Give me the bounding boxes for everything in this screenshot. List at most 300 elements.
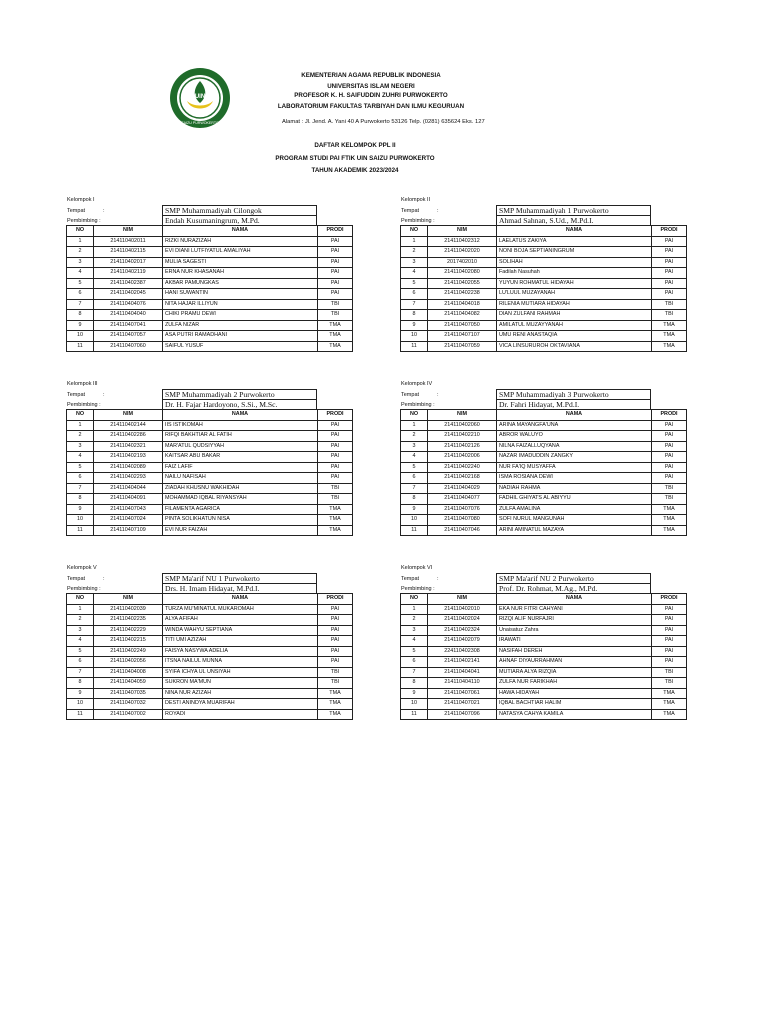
cell-nim: 214110404059	[94, 678, 163, 689]
cell-no: 9	[67, 320, 94, 331]
table-row	[67, 667, 353, 678]
cell-nama: EKA NUR FITRI CAHYANI	[497, 604, 652, 615]
cell-prodi: TMA	[318, 515, 353, 526]
cell-prodi: TBI	[318, 299, 353, 310]
cell-nim: 214110407060	[94, 341, 163, 352]
cell-nama: DESTI ANINDYA MUARIFAH	[163, 699, 318, 710]
cell-nama: UMU RENI ANASTAQIA	[497, 331, 652, 342]
cell-nama: HAWA HIDAYAH	[497, 688, 652, 699]
header-nama: NAMA	[163, 226, 318, 237]
cell-nim: 214110402168	[428, 473, 497, 484]
table-row	[67, 341, 353, 352]
cell-prodi: PAI	[318, 289, 353, 300]
table-row	[67, 625, 353, 636]
cell-prodi: PAI	[652, 257, 687, 268]
cell-no: 1	[401, 420, 428, 431]
supervisor-name: Drs. H. Imam Hidayat, M.Pd.I.	[162, 583, 317, 593]
cell-nim: 214110402055	[428, 278, 497, 289]
cell-no: 5	[67, 278, 94, 289]
table-row	[401, 688, 687, 699]
table-row	[401, 709, 687, 720]
table-row	[67, 473, 353, 484]
members-table	[400, 225, 687, 352]
logo-text: UIN	[194, 94, 206, 100]
cell-nama: WINDA WAHYU SEPTIANA	[163, 625, 318, 636]
cell-nim: 214110407059	[428, 341, 497, 352]
cell-no: 1	[67, 420, 94, 431]
group-location-row	[66, 205, 352, 215]
cell-no: 5	[401, 278, 428, 289]
group-3	[66, 380, 352, 536]
cell-nim: 214110404008	[94, 667, 163, 678]
supervisor-label: Pembimbing :	[401, 586, 435, 592]
table-row	[67, 331, 353, 342]
cell-nim: 214110402144	[94, 420, 163, 431]
cell-prodi: PAI	[318, 615, 353, 626]
cell-no: 11	[401, 341, 428, 352]
cell-nim: 214110402080	[428, 268, 497, 279]
table-row	[67, 320, 353, 331]
group-label: Kelompok IV	[401, 381, 433, 387]
cell-nama: IRAWATI	[497, 636, 652, 647]
table-row	[401, 431, 687, 442]
cell-nim: 214110402235	[94, 615, 163, 626]
cell-no: 3	[67, 625, 94, 636]
table-row	[401, 268, 687, 279]
cell-nim: 214110407024	[94, 515, 163, 526]
cell-nama: DIAN ZULFANI RAHMAH	[497, 310, 652, 321]
cell-prodi: PAI	[318, 420, 353, 431]
cell-prodi: PAI	[652, 625, 687, 636]
cell-no: 9	[67, 688, 94, 699]
table-row	[67, 504, 353, 515]
cell-nama: NADIAH RAHMA	[497, 483, 652, 494]
cell-prodi: PAI	[318, 473, 353, 484]
cell-nim: 214110404082	[428, 310, 497, 321]
cell-nama: MULIA SAGESTI	[163, 257, 318, 268]
cell-prodi: PAI	[318, 657, 353, 668]
title-line-2: PROGRAM STUDI PAI FTIK UIN SAIZU PURWOKERTO	[275, 154, 435, 162]
cell-no: 4	[67, 636, 94, 647]
cell-nama: NASIFAH DEREH	[497, 646, 652, 657]
cell-nim: 214110402141	[428, 657, 497, 668]
group-location-row	[66, 573, 352, 583]
members-table	[66, 225, 353, 352]
members-table	[66, 409, 353, 536]
cell-nim: 214110402060	[428, 420, 497, 431]
header-nama: NAMA	[163, 594, 318, 605]
cell-nama: NUR FA'IQ MUSYAFFA	[497, 462, 652, 473]
cell-prodi: PAI	[318, 462, 353, 473]
cell-nim: 214110402039	[94, 604, 163, 615]
cell-nim: 214110402238	[428, 289, 497, 300]
cell-nim: 214110407096	[428, 709, 497, 720]
cell-no: 10	[401, 699, 428, 710]
cell-nama: LAELATUS ZAKIYA	[497, 236, 652, 247]
table-row	[401, 341, 687, 352]
cell-prodi: PAI	[318, 625, 353, 636]
cell-prodi: PAI	[652, 278, 687, 289]
logo-ring-text: SAIZU PURWOKERTO	[181, 121, 219, 125]
letterhead-address: Alamat : Jl. Jend. A. Yani 40 A Purwokerto 53126 Telp. (0281) 635624 Eks. 127	[282, 119, 485, 125]
cell-no: 6	[401, 473, 428, 484]
cell-prodi: TMA	[652, 504, 687, 515]
cell-no: 9	[401, 320, 428, 331]
header-prodi: PRODI	[318, 594, 353, 605]
cell-nama: NITA HAJAR ILLIYUN	[163, 299, 318, 310]
cell-nim: 214110407109	[94, 525, 163, 536]
cell-no: 7	[67, 483, 94, 494]
cell-prodi: PAI	[652, 236, 687, 247]
cell-no: 9	[401, 688, 428, 699]
cell-nama: AMILATUL MUZAYYANAH	[497, 320, 652, 331]
cell-nama: RIFQI BAKHTIAR AL FATIH	[163, 431, 318, 442]
cell-no: 4	[401, 268, 428, 279]
cell-nama: EVI DIANI LUTFIYATUL AMALIYAH	[163, 247, 318, 258]
cell-no: 5	[401, 462, 428, 473]
cell-nama: Fadilah Nasuhah	[497, 268, 652, 279]
cell-nama: NAILU NAFISAH	[163, 473, 318, 484]
cell-nim: 214110407050	[428, 320, 497, 331]
header-nama: NAMA	[497, 410, 652, 421]
cell-nama: LU'LUUL MUZAYANAH	[497, 289, 652, 300]
cell-nim: 214110402126	[428, 441, 497, 452]
cell-prodi: TMA	[652, 515, 687, 526]
cell-prodi: TBI	[318, 667, 353, 678]
table-row	[67, 310, 353, 321]
cell-prodi: PAI	[318, 636, 353, 647]
header-prodi: PRODI	[652, 594, 687, 605]
cell-prodi: TBI	[652, 299, 687, 310]
table-row	[401, 278, 687, 289]
cell-no: 6	[67, 473, 94, 484]
cell-no: 1	[401, 604, 428, 615]
cell-no: 10	[401, 515, 428, 526]
cell-prodi: PAI	[652, 452, 687, 463]
school-name: SMP Ma'arif NU 2 Purwokerto	[496, 573, 651, 583]
cell-prodi: PAI	[318, 452, 353, 463]
letterhead-ministry: KEMENTERIAN AGAMA REPUBLIK INDONESIA	[301, 72, 441, 79]
table-row	[67, 483, 353, 494]
header-nim: NIM	[94, 410, 163, 421]
group-5	[66, 564, 352, 720]
group-supervisor-row	[66, 399, 352, 409]
cell-nim: 214110402293	[94, 473, 163, 484]
cell-nim: 214110402119	[94, 268, 163, 279]
cell-no: 4	[401, 636, 428, 647]
header-prodi: PRODI	[318, 410, 353, 421]
table-row	[401, 441, 687, 452]
cell-nim: 214110407035	[94, 688, 163, 699]
cell-no: 3	[401, 441, 428, 452]
cell-prodi: PAI	[318, 257, 353, 268]
cell-nama: IIS ISTIKOMAH	[163, 420, 318, 431]
cell-prodi: PAI	[318, 604, 353, 615]
cell-no: 11	[401, 709, 428, 720]
cell-prodi: TMA	[318, 688, 353, 699]
cell-nama: SOFI NURUL MANGUNAH	[497, 515, 652, 526]
cell-nama: FAIZ LAFIF	[163, 462, 318, 473]
cell-no: 7	[67, 299, 94, 310]
header-nim: NIM	[94, 594, 163, 605]
header-nim: NIM	[428, 594, 497, 605]
cell-no: 3	[67, 257, 94, 268]
cell-nama: IQBAL BACHTIAR HALIM	[497, 699, 652, 710]
table-header-row	[401, 410, 687, 421]
cell-no: 2	[401, 615, 428, 626]
header-nim: NIM	[428, 410, 497, 421]
header-nama: NAMA	[163, 410, 318, 421]
cell-nama: NILNA FAIZALLUQYANA	[497, 441, 652, 452]
table-row	[67, 709, 353, 720]
location-colon: :	[437, 392, 439, 398]
cell-nama: SYIFA ICHYA UL UNSIYAH	[163, 667, 318, 678]
cell-no: 3	[401, 257, 428, 268]
table-header-row	[401, 226, 687, 237]
table-row	[401, 515, 687, 526]
title-line-1: DAFTAR KELOMPOK PPL II	[314, 142, 396, 149]
cell-nim: 214110402249	[94, 646, 163, 657]
group-label: Kelompok I	[67, 197, 95, 203]
cell-no: 10	[401, 331, 428, 342]
cell-nama: ASA PUTRI RAMADHANI	[163, 331, 318, 342]
group-label: Kelompok III	[67, 381, 98, 387]
members-table	[400, 593, 687, 720]
header-no: NO	[401, 594, 428, 605]
table-row	[401, 657, 687, 668]
cell-prodi: TBI	[318, 678, 353, 689]
cell-prodi: TBI	[318, 310, 353, 321]
header-nama: NAMA	[497, 594, 652, 605]
cell-nim: 214110402240	[428, 462, 497, 473]
group-label: Kelompok V	[67, 565, 97, 571]
table-row	[401, 247, 687, 258]
table-row	[67, 525, 353, 536]
cell-nim: 214110404041	[428, 667, 497, 678]
table-row	[401, 636, 687, 647]
cell-nama: SUKRON MA'MUN	[163, 678, 318, 689]
cell-nim: 214110402020	[428, 247, 497, 258]
cell-prodi: PAI	[318, 236, 353, 247]
members-table	[66, 593, 353, 720]
table-row	[67, 646, 353, 657]
cell-no: 4	[67, 452, 94, 463]
cell-nama: VICA LINSURUROH OKTAVIANA	[497, 341, 652, 352]
table-row	[401, 646, 687, 657]
cell-prodi: TBI	[652, 483, 687, 494]
header-prodi: PRODI	[318, 226, 353, 237]
table-row	[67, 462, 353, 473]
cell-no: 8	[67, 494, 94, 505]
table-row	[67, 441, 353, 452]
table-row	[67, 515, 353, 526]
cell-nim: 214110402089	[94, 462, 163, 473]
table-row	[401, 483, 687, 494]
cell-nim: 214110404110	[428, 678, 497, 689]
table-row	[401, 504, 687, 515]
location-colon: :	[103, 392, 105, 398]
cell-nim: 214110407043	[94, 504, 163, 515]
location-label: Tempat	[67, 392, 86, 398]
cell-nama: MOHAMMAD IQBAL RIYANSYAH	[163, 494, 318, 505]
cell-no: 3	[401, 625, 428, 636]
letterhead-laboratory: LABORATORIUM FAKULTAS TARBIYAH DAN ILMU KEGURUAN	[277, 103, 465, 110]
cell-nim: 214110407032	[94, 699, 163, 710]
cell-prodi: TMA	[652, 525, 687, 536]
cell-no: 1	[401, 236, 428, 247]
cell-prodi: TBI	[652, 310, 687, 321]
cell-nama: ISMA ROSIANA DEWI	[497, 473, 652, 484]
cell-no: 7	[401, 667, 428, 678]
table-row	[67, 452, 353, 463]
table-row	[401, 494, 687, 505]
cell-nim: 214110404018	[428, 299, 497, 310]
location-colon: :	[437, 576, 439, 582]
group-supervisor-row	[400, 399, 686, 409]
header-prodi: PRODI	[652, 226, 687, 237]
cell-no: 4	[67, 268, 94, 279]
cell-nama: AHNAF DIYAURRAHMAN	[497, 657, 652, 668]
cell-prodi: TMA	[318, 331, 353, 342]
cell-no: 7	[401, 483, 428, 494]
cell-nama: ARINI AMINATUL MAZAYA	[497, 525, 652, 536]
header-nim: NIM	[428, 226, 497, 237]
cell-prodi: TMA	[652, 709, 687, 720]
location-label: Tempat	[67, 208, 86, 214]
cell-nim: 214110407061	[428, 688, 497, 699]
cell-prodi: TMA	[652, 331, 687, 342]
cell-nim: 214110407057	[94, 331, 163, 342]
group-1	[66, 196, 352, 352]
cell-no: 6	[67, 657, 94, 668]
cell-no: 6	[401, 289, 428, 300]
cell-nim: 214110404044	[94, 483, 163, 494]
cell-prodi: PAI	[318, 268, 353, 279]
table-row	[67, 615, 353, 626]
cell-prodi: TMA	[318, 709, 353, 720]
cell-nim: 214110402387	[94, 278, 163, 289]
cell-prodi: PAI	[652, 615, 687, 626]
cell-nama: ARINA MAYANGFA'UNA	[497, 420, 652, 431]
table-row	[67, 431, 353, 442]
table-header-row	[401, 594, 687, 605]
cell-nim: 214110404076	[94, 299, 163, 310]
cell-prodi: TBI	[318, 483, 353, 494]
school-name: SMP Muhammadiyah 3 Purwokerto	[496, 389, 651, 399]
cell-no: 10	[67, 699, 94, 710]
cell-no: 9	[401, 504, 428, 515]
header-prodi: PRODI	[652, 410, 687, 421]
cell-no: 1	[67, 604, 94, 615]
cell-nim: 224110402308	[428, 646, 497, 657]
cell-prodi: PAI	[652, 604, 687, 615]
cell-no: 8	[67, 310, 94, 321]
table-row	[401, 320, 687, 331]
group-label: Kelompok VI	[401, 565, 433, 571]
cell-nama: ZULFA AMALINA	[497, 504, 652, 515]
table-row	[401, 236, 687, 247]
cell-nim: 214110402045	[94, 289, 163, 300]
cell-nama: ABROR WALUYO	[497, 431, 652, 442]
cell-nim: 214110402312	[428, 236, 497, 247]
table-row	[401, 678, 687, 689]
table-row	[67, 678, 353, 689]
cell-prodi: TMA	[652, 699, 687, 710]
cell-nim: 214110407021	[428, 699, 497, 710]
cell-no: 11	[67, 525, 94, 536]
cell-nama: ZIADAH KHUSNU WAKHIDAH	[163, 483, 318, 494]
cell-nama: ALYA AFIFAH	[163, 615, 318, 626]
table-row	[67, 247, 353, 258]
cell-prodi: PAI	[318, 247, 353, 258]
cell-nim: 214110402115	[94, 247, 163, 258]
cell-nim: 214110402193	[94, 452, 163, 463]
cell-nim: 214110402056	[94, 657, 163, 668]
table-row	[67, 657, 353, 668]
cell-nama: NONI BOJA SEPTIANINGRUM	[497, 247, 652, 258]
location-label: Tempat	[401, 208, 420, 214]
location-colon: :	[103, 208, 105, 214]
cell-nim: 214110402286	[94, 431, 163, 442]
cell-no: 2	[67, 615, 94, 626]
table-row	[401, 699, 687, 710]
cell-nama: TURZA MU'MINATUL MUKAROMAH	[163, 604, 318, 615]
cell-nim: 214110407080	[428, 515, 497, 526]
table-row	[67, 636, 353, 647]
cell-prodi: TMA	[318, 525, 353, 536]
cell-no: 3	[67, 441, 94, 452]
table-header-row	[67, 226, 353, 237]
group-2	[400, 196, 686, 352]
cell-prodi: TMA	[652, 320, 687, 331]
cell-nim: 214110402079	[428, 636, 497, 647]
cell-nama: TITI UMI AZIZAH	[163, 636, 318, 647]
cell-nama: MUTIARA ALYA RIZQIA	[497, 667, 652, 678]
cell-prodi: PAI	[318, 431, 353, 442]
group-location-row	[400, 573, 686, 583]
letterhead-university: UNIVERSITAS ISLAM NEGERI	[327, 83, 415, 90]
table-header-row	[67, 410, 353, 421]
cell-nama: FADHIL GHIYATS AL ABIYYU	[497, 494, 652, 505]
cell-no: 8	[67, 678, 94, 689]
cell-prodi: TMA	[318, 320, 353, 331]
header-no: NO	[67, 410, 94, 421]
cell-nim: 214110402024	[428, 615, 497, 626]
cell-prodi: PAI	[652, 268, 687, 279]
cell-nama: KAITSAR ABU BAKAR	[163, 452, 318, 463]
document-title	[230, 140, 480, 178]
header-no: NO	[67, 594, 94, 605]
title-line-3: TAHUN AKADEMIK 2023/2024	[311, 167, 399, 174]
table-row	[401, 331, 687, 342]
table-row	[67, 699, 353, 710]
cell-no: 1	[67, 236, 94, 247]
group-6	[400, 564, 686, 720]
cell-nim: 214110402006	[428, 452, 497, 463]
header-nim: NIM	[94, 226, 163, 237]
group-4	[400, 380, 686, 536]
table-row	[401, 604, 687, 615]
cell-nama: EVI NUR FAIZAH	[163, 525, 318, 536]
cell-prodi: TMA	[318, 341, 353, 352]
table-row	[401, 615, 687, 626]
location-label: Tempat	[401, 392, 420, 398]
table-row	[401, 452, 687, 463]
group-supervisor-row	[400, 215, 686, 225]
school-name: SMP Muhammadiyah 2 Purwokerto	[162, 389, 317, 399]
group-supervisor-row	[400, 583, 686, 593]
table-row	[401, 462, 687, 473]
